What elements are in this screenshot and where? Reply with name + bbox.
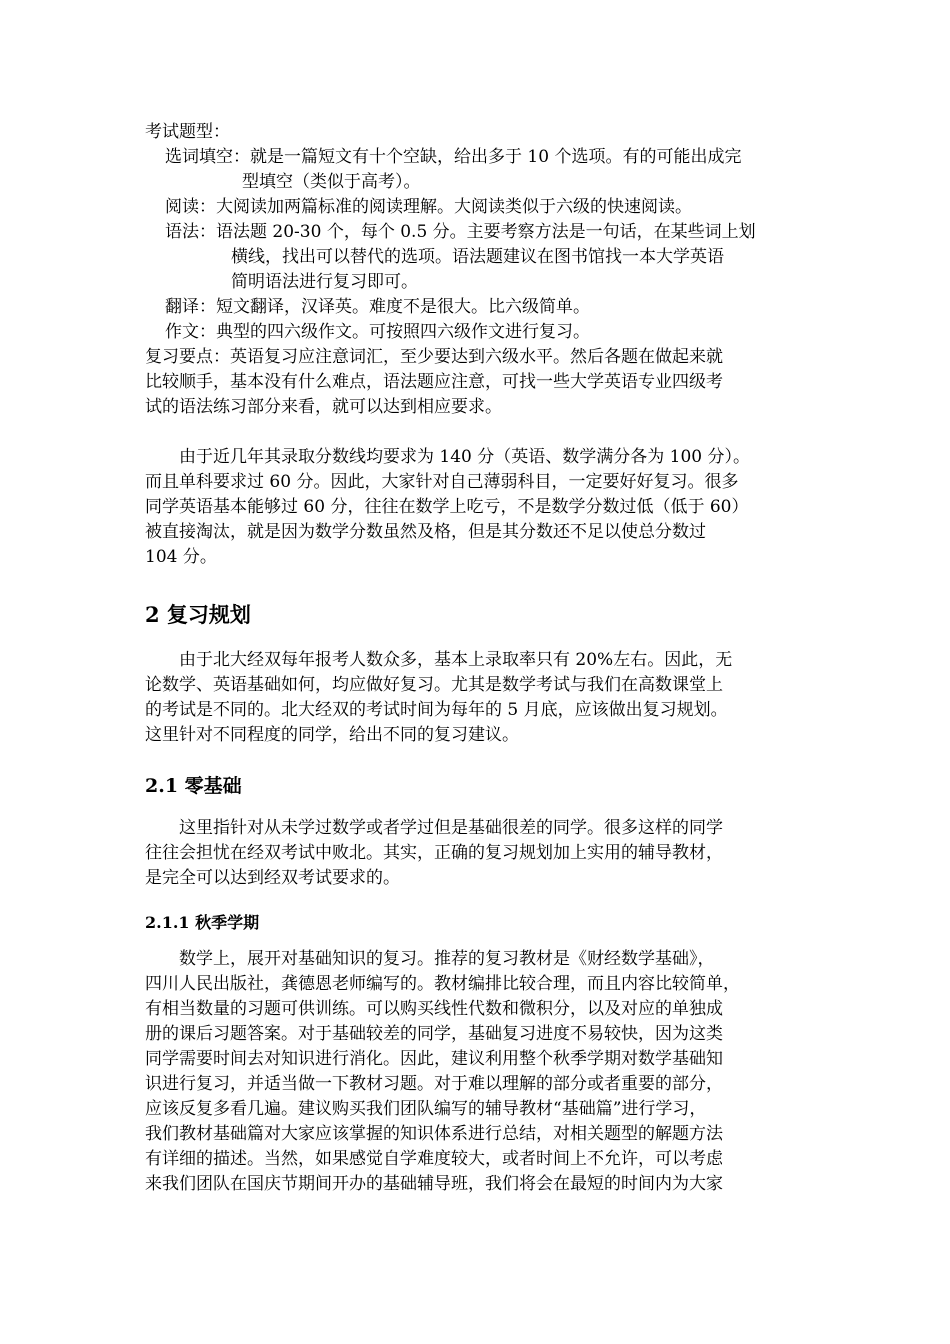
exam-type-term: 翻译： <box>165 297 216 317</box>
exam-type-item <box>145 195 810 220</box>
exam-type-desc <box>216 220 810 295</box>
text-line: 是完全可以达到经双考试要求的。 <box>145 868 400 888</box>
text-line: 四川人民出版社，龚德恩老师编写的。教材编排比较合理，而且内容比较简单， <box>145 974 740 994</box>
exam-type-desc: 短文翻译，汉译英。难度不是很大。比六级简单。 <box>216 297 590 317</box>
section-paragraph <box>145 947 810 1197</box>
text-line: 复习要点：英语复习应注意词汇，至少要达到六级水平。然后各题在做起来就 <box>145 347 723 367</box>
text-line: 数学上，展开对基础知识的复习。推荐的复习教材是《财经数学基础》， <box>179 949 715 969</box>
exam-type-desc-line: 简明语法进行复习即可。 <box>231 272 418 292</box>
document-page <box>145 120 810 1197</box>
text-line: 的考试是不同的。北大经双的考试时间为每年的 5 月底，应该做出复习规划。 <box>145 700 728 720</box>
exam-type-item <box>145 295 810 320</box>
text-line: 被直接淘汰，就是因为数学分数虽然及格，但是其分数还不足以使总分数过 <box>145 522 706 542</box>
text-line: 论数学、英语基础如何，均应做好复习。尤其是数学考试与我们在高数课堂上 <box>145 675 723 695</box>
text-line: 由于近几年其录取分数线均要求为 140 分（英语、数学满分各为 100 分）。 <box>179 447 751 467</box>
exam-types-heading: 考试题型： <box>145 122 230 142</box>
text-line: 这里针对不同程度的同学，给出不同的复习建议。 <box>145 725 519 745</box>
exam-type-term: 选词填空： <box>165 147 250 167</box>
subsubsection-heading: 2.1.1 秋季学期 <box>145 913 260 932</box>
exam-type-term: 阅读： <box>165 197 216 217</box>
exam-type-item <box>145 220 810 295</box>
text-line: 识进行复习，并适当做一下教材习题。对于难以理解的部分或者重要的部分， <box>145 1074 723 1094</box>
text-line: 比较顺手，基本没有什么难点，语法题应注意，可找一些大学英语专业四级考 <box>145 372 723 392</box>
text-line: 同学英语基本能够过 60 分，往往在数学上吃亏，不是数学分数过低（低于 60） <box>145 497 749 517</box>
section-paragraph <box>145 648 810 748</box>
text-line: 我们教材基础篇对大家应该掌握的知识体系进行总结，对相关题型的解题方法 <box>145 1124 723 1144</box>
exam-type-desc-line: 横线，找出可以替代的选项。语法题建议在图书馆找一本大学英语 <box>231 247 724 267</box>
text-line: 有相当数量的习题可供训练。可以购买线性代数和微积分，以及对应的单独成 <box>145 999 723 1019</box>
text-line: 应该反复多看几遍。建议购买我们团队编写的辅导教材“基础篇”进行学习， <box>145 1099 707 1119</box>
exam-type-desc <box>242 145 810 195</box>
text-line: 有详细的描述。当然，如果感觉自学难度较大，或者时间上不允许，可以考虑 <box>145 1149 723 1169</box>
text-line: 而且单科要求过 60 分。因此，大家针对自己薄弱科目，一定要好好复习。很多 <box>145 472 739 492</box>
exam-type-desc-line: 语法题 20-30 个，每个 0.5 分。主要考察方法是一句话，在某些词上划 <box>216 222 756 242</box>
spacer <box>145 420 810 445</box>
text-line: 104 分。 <box>145 547 217 567</box>
review-points-paragraph <box>145 345 810 420</box>
text-line: 册的课后习题答案。对于基础较差的同学，基础复习进度不易较快，因为这类 <box>145 1024 723 1044</box>
subsection-heading: 2.1 零基础 <box>145 775 242 797</box>
exam-type-term: 语法： <box>165 222 216 242</box>
text-line: 这里指针对从未学过数学或者学过但是基础很差的同学。很多这样的同学 <box>179 818 723 838</box>
exam-type-desc: 大阅读加两篇标准的阅读理解。大阅读类似于六级的快速阅读。 <box>216 197 692 217</box>
text-line: 试的语法练习部分来看，就可以达到相应要求。 <box>145 397 502 417</box>
text-line: 同学需要时间去对知识进行消化。因此，建议利用整个秋季学期对数学基础知 <box>145 1049 723 1069</box>
exam-type-desc: 典型的四六级作文。可按照四六级作文进行复习。 <box>216 322 590 342</box>
exam-type-term: 作文： <box>165 322 216 342</box>
text-line: 由于北大经双每年报考人数众多，基本上录取率只有 20%左右。因此，无 <box>179 650 733 670</box>
score-paragraph <box>145 445 810 570</box>
text-line: 往往会担忧在经双考试中败北。其实，正确的复习规划加上实用的辅导教材， <box>145 843 723 863</box>
exam-type-item <box>145 145 810 195</box>
exam-type-desc-line: 型填空（类似于高考）。 <box>242 172 421 192</box>
section-paragraph <box>145 816 810 891</box>
exam-type-desc-line: 就是一篇短文有十个空缺，给出多于 10 个选项。有的可能出成完 <box>250 147 742 167</box>
text-line: 来我们团队在国庆节期间开办的基础辅导班，我们将会在最短的时间内为大家 <box>145 1174 723 1194</box>
section-heading: 2 复习规划 <box>145 602 251 627</box>
exam-type-item <box>145 320 810 345</box>
